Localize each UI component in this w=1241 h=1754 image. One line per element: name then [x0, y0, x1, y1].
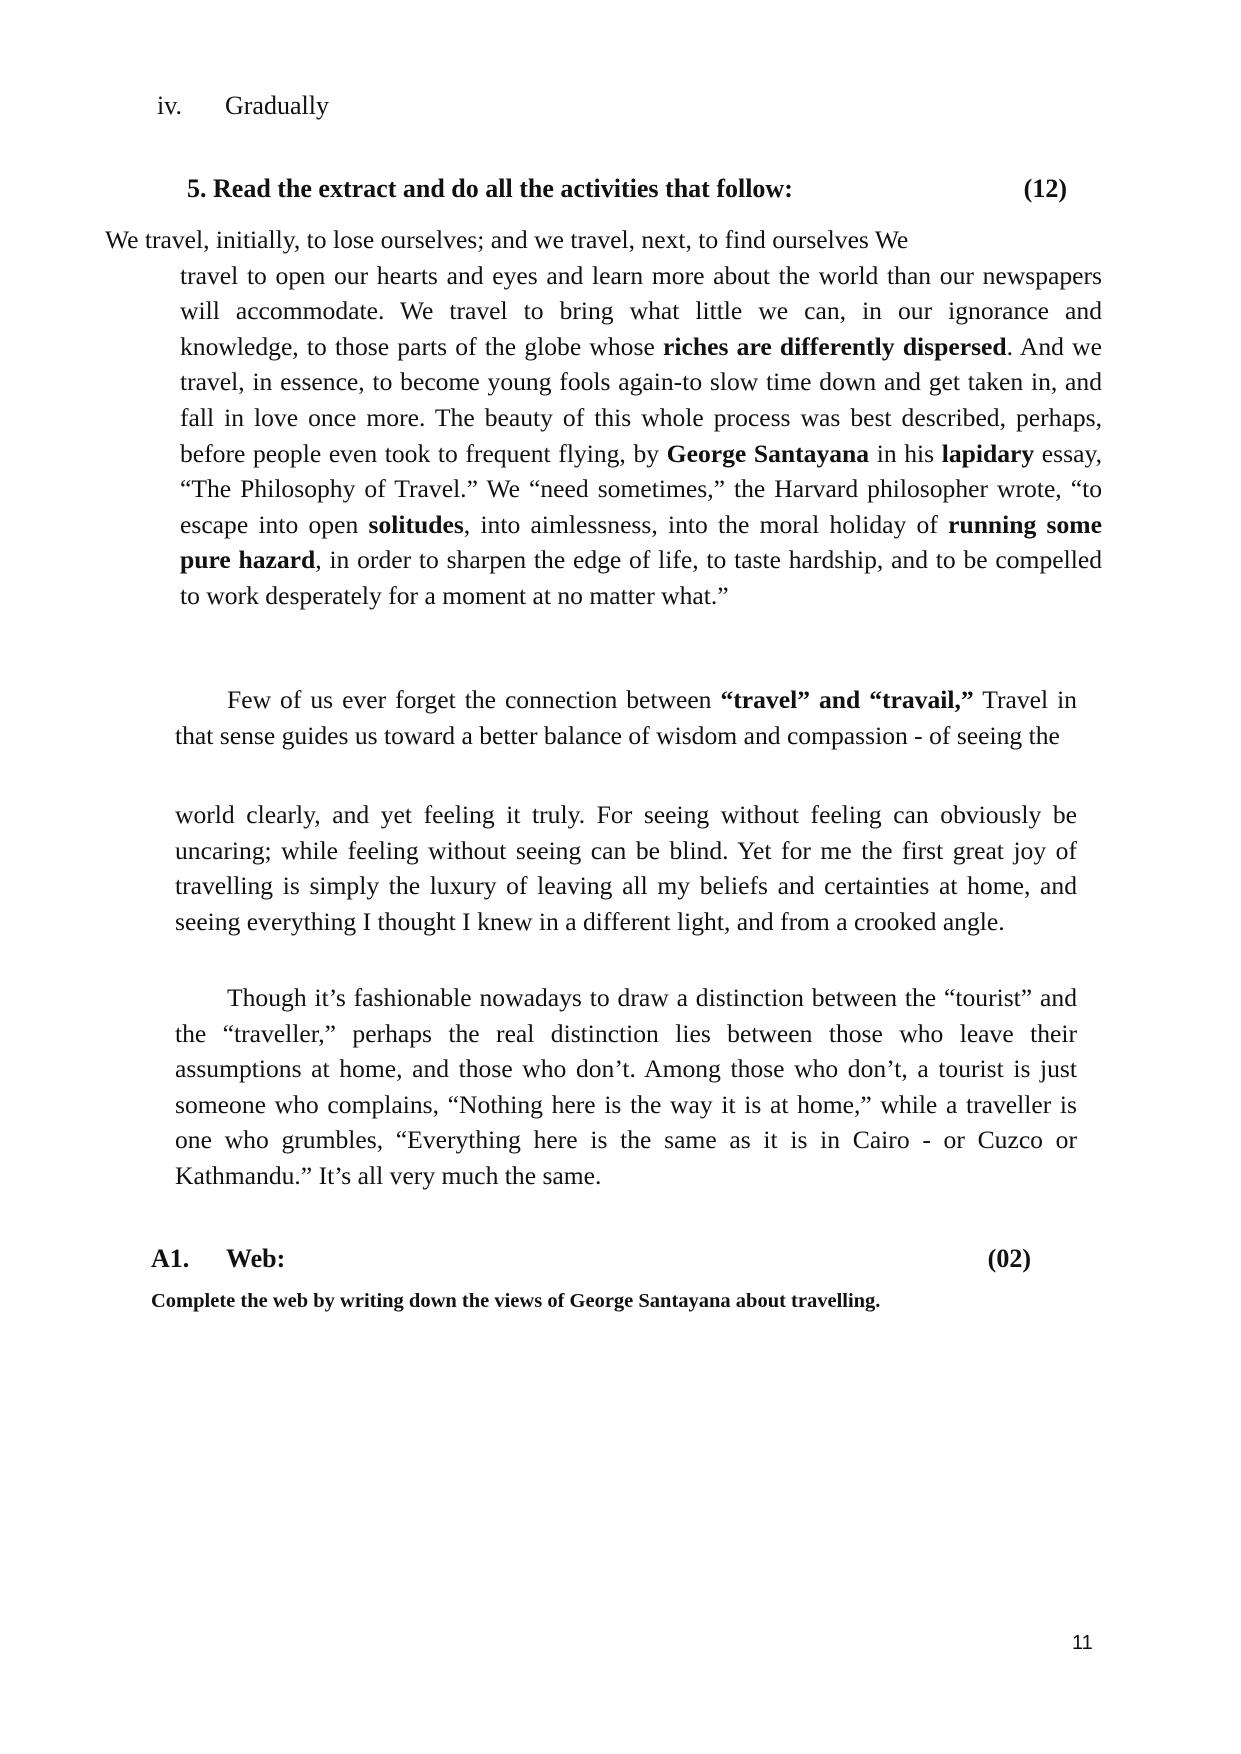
extract-paragraph-1-body — [105, 258, 1102, 614]
text-run: travel to open our hearts and eyes and learn more about the world than our newspapers will accommodate. We travel to bring what little we can, in our ignorance and knowledge, to those parts of the globe whose — [180, 260, 1102, 361]
bold-phrase: solitudes — [368, 509, 464, 539]
bold-phrase: running some pure hazard — [180, 509, 1102, 575]
text-run: , in order to sharpen the edge of life, to taste hardship, and to be compelled to work desperately for a moment at no matter what.” — [180, 545, 1102, 610]
text-run: Few of us ever forget the connection between — [227, 685, 721, 714]
extract-first-line: We travel, initially, to lose ourselves; and we travel, next, to find ourselves We — [105, 225, 909, 254]
previous-option-item — [157, 91, 329, 121]
option-number: iv. — [157, 91, 183, 120]
activity-marks: (02) — [987, 1244, 1031, 1273]
text-run: . And we travel, in essence, to become young fools again-to slow time down and get taken in, and fall in love once more. The beauty of this whole process was best described, perhaps, before people even took to frequent flying, by — [180, 331, 1102, 468]
text-run: Though it’s fashionable nowadays to draw a distinction between the “tourist” and the “traveller,” perhaps the real distinction lies between those who leave their assumptions at home, and those who don’t. Among those who don’t, a tourist is just someone who complains, “Nothing here is the way it is at home,” while a traveller is one who grumbles, “Everything here is the same as it is in Cairo - or Cuzco or Kathmandu.” It’s all very much the same. — [175, 983, 1077, 1190]
activity-title: Web: — [226, 1244, 286, 1273]
text-run: Travel in that sense guides us toward a better balance of wisdom and compassion - of seeing the — [175, 685, 1077, 750]
question-title: 5. Read the extract and do all the activities that follow: — [187, 174, 793, 203]
extract-paragraph-3 — [175, 980, 1077, 1194]
activity-instruction: Complete the web by writing down the views of George Santayana about travelling. — [151, 1290, 881, 1312]
text-run: in his — [869, 438, 942, 468]
question-heading — [187, 174, 1067, 204]
question-marks: (12) — [1023, 174, 1067, 203]
extract-paragraph-2-continued: world clearly, and yet feeling it truly. For seeing without feeling can obviously be uncaring; while feeling without seeing can be blind. Yet for me the first great joy of travelling is simply the luxury of leaving all my beliefs and certainties at home, and seeing everything I thought I knew in a different light, and from a crooked angle. — [175, 800, 1077, 936]
extract-paragraph-2 — [175, 682, 1077, 753]
bold-phrase: riches are differently dispersed — [663, 331, 1007, 361]
extract-paragraph-1 — [105, 222, 1102, 614]
activity-heading — [151, 1244, 1031, 1274]
activity-label: A1. — [151, 1244, 190, 1273]
bold-phrase: George Santayana — [666, 438, 870, 468]
bold-phrase: lapidary — [941, 438, 1035, 468]
text-run: essay, “The Philosophy of Travel.” We “need sometimes,” the Harvard philosopher wrote, “to escape into open — [180, 438, 1102, 539]
page-number: 11 — [1072, 1632, 1093, 1654]
option-text: Gradually — [225, 91, 329, 120]
bold-phrase: “travel” and “travail,” — [720, 685, 974, 714]
text-run: , into aimlessness, into the moral holiday of — [463, 509, 949, 539]
